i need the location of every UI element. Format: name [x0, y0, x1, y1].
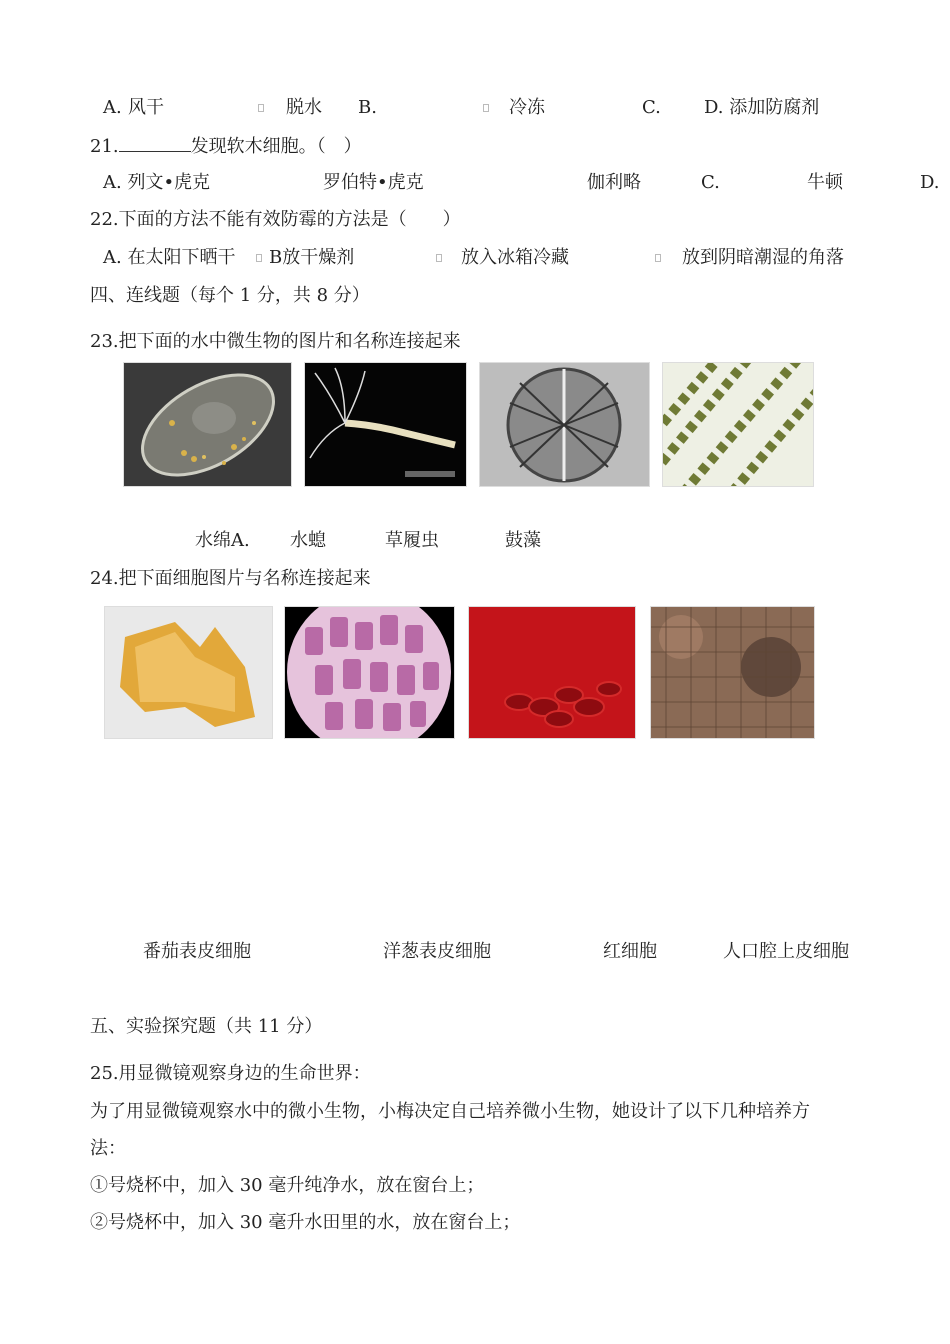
q21-stem [90, 137, 362, 156]
q24-label-4: 人口腔上皮细胞 [723, 941, 849, 962]
cheek-epithelial-cell-image [650, 606, 815, 739]
q23-label-4: 鼓藻 [505, 530, 541, 551]
spirogyra-image [662, 362, 814, 487]
tomato-peel-cell-image [104, 606, 273, 739]
q24-label-1: 番茄表皮细胞 [143, 941, 251, 962]
q20-option-a-text: 风干 [128, 97, 164, 118]
q20-option-a-letter: A. [103, 97, 122, 118]
q21-option-c-letter: C. [701, 172, 720, 193]
onion-epidermis-cell-image [284, 606, 455, 739]
q25-intro-line-1: 为了用显微镜观察水中的微小生物，小梅决定自己培养微小生物，她设计了以下几种培养方 [90, 1101, 810, 1122]
desmid-image [479, 362, 650, 487]
q22-option-a: A. 在太阳下晒干 [103, 247, 236, 268]
placeholder-mark-icon [258, 104, 264, 112]
paramecium-image [123, 362, 292, 487]
q24-label-3: 红细胞 [603, 941, 657, 962]
q23-stem: 23.把下面的水中微生物的图片和名称连接起来 [90, 331, 461, 352]
placeholder-mark-icon [436, 254, 442, 262]
q22-option-d: 放到阴暗潮湿的角落 [682, 247, 844, 268]
q22-option-b: B放干燥剂 [269, 247, 355, 268]
placeholder-mark-icon [256, 254, 262, 262]
q20-option-d: D. 添加防腐剂 [704, 97, 820, 118]
red-blood-cell-image [468, 606, 636, 739]
q21-option-b: 罗伯特•虎克 [323, 172, 424, 193]
hydra-image [304, 362, 467, 487]
q21-option-c-text: 牛顿 [807, 172, 843, 193]
q23-label-1: 水绵A. [195, 530, 250, 551]
q21-stem-text: 发现软木细胞。（ ） [190, 136, 362, 157]
q25-step-2: ②号烧杯中，加入 30 毫升水田里的水，放在窗台上； [90, 1212, 521, 1233]
answer-blank [119, 137, 191, 152]
q21-option-a: A. 列文•虎克 [103, 172, 211, 193]
q20-option-b-text: 冷冻 [509, 97, 545, 118]
q25-step-1: ①号烧杯中，加入 30 毫升纯净水，放在窗台上； [90, 1175, 485, 1196]
placeholder-mark-icon [655, 254, 661, 262]
q20-option-c-letter: C. [642, 97, 661, 118]
q25-intro-line-2: 法： [90, 1138, 126, 1159]
section-5-title: 五、实验探究题（共 11 分） [90, 1016, 323, 1037]
q22-stem: 22.下面的方法不能有效防霉的方法是（ ） [90, 209, 461, 230]
q23-label-3: 草履虫 [385, 530, 439, 551]
q20-option-b-letter: B. [358, 97, 377, 118]
q21-option-d: D. [920, 172, 940, 193]
q24-label-2: 洋葱表皮细胞 [383, 941, 491, 962]
q20-option-b-pre: 脱水 [286, 97, 322, 118]
section-4-title: 四、连线题（每个 1 分，共 8 分） [90, 285, 370, 306]
q21-option-c-pre: 伽利略 [587, 172, 641, 193]
placeholder-mark-icon [483, 104, 489, 112]
q25-stem: 25.用显微镜观察身边的生命世界： [90, 1063, 371, 1084]
q22-option-c: 放入冰箱冷藏 [461, 247, 569, 268]
q24-stem: 24.把下面细胞图片与名称连接起来 [90, 568, 371, 589]
q21-number: 21. [90, 136, 119, 157]
q23-label-2: 水螅 [290, 530, 326, 551]
